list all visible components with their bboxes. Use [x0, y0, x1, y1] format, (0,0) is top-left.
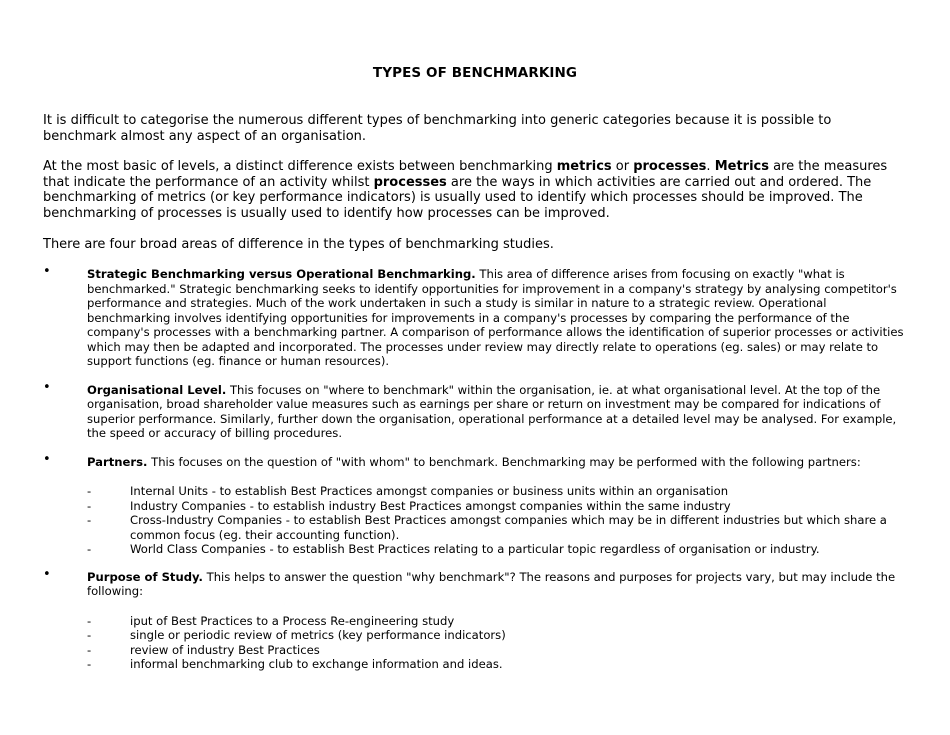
bullet-icon: • — [43, 379, 51, 395]
bullet-icon: • — [43, 566, 51, 582]
list-item — [87, 614, 907, 629]
bullet-text — [87, 267, 907, 369]
list-item — [87, 499, 907, 514]
list-item — [87, 643, 907, 658]
four-areas-paragraph: There are four broad areas of difference in the types of benchmarking studies. — [43, 237, 554, 252]
metrics-bold-2: processes — [633, 159, 707, 174]
list-item-text: Industry Companies - to establish industry Best Practices amongst companies within the same industry — [130, 498, 731, 513]
bullet-item-organisational — [0, 379, 950, 441]
list-item — [87, 484, 907, 499]
list-item-text: Cross-Industry Companies - to establish Best Practices amongst companies which may be in different industries but which share a common focus (eg. their accounting function). — [130, 513, 887, 542]
dash-icon: - — [87, 513, 92, 527]
purpose-sublist — [87, 614, 907, 672]
dash-icon: - — [87, 498, 92, 513]
bullet-text — [87, 570, 907, 672]
metrics-text-2: or — [611, 159, 634, 174]
bullet-heading: Organisational Level. — [87, 382, 227, 397]
list-item — [87, 628, 907, 643]
list-item-text: review of industry Best Practices — [130, 642, 320, 657]
dash-icon: - — [87, 657, 92, 671]
page-title: TYPES OF BENCHMARKING — [372, 65, 578, 81]
dash-icon: - — [87, 484, 92, 498]
dash-icon: - — [87, 613, 92, 628]
bullet-body: This helps to answer the question "why benchmark"? The reasons and purposes for projects vary, but may include the following: — [87, 569, 896, 598]
bullet-icon: • — [43, 451, 51, 467]
dash-icon: - — [87, 542, 92, 556]
metrics-bold-1: metrics — [556, 159, 612, 174]
metrics-bold-4: processes — [373, 174, 447, 190]
metrics-text-5: are the ways in which activities are carried out and ordered. The benchmarking of metrics (or key performance indicators) is usually used to identify which processes should be improved. The benchmarking of processes is usually used to identify how processes can be improved. — [43, 174, 872, 221]
bullet-body: This area of difference arises from focusing on exactly "what is benchmarked." Strategic benchmarking seeks to identify opportunities for improvement in a company's strategy by analysing competitor's performance and strategies. Much of the work undertaken in such a study is similar in nature to a strategic review. Operational benchmarking involves identifying opportunities for improvements in a company's processes by comparing the performance of the company's processes with a benchmarking partner. A comparison of performance allows the identification of superior processes or activities which may then be adapted and incorporated. The processes under review may directly relate to operations (eg. sales) or may relate to support functions (eg. finance or human resources). — [87, 267, 904, 368]
bullet-heading: Partners. — [87, 454, 148, 469]
list-item-text: Internal Units - to establish Best Practices amongst companies or business units within an organisation — [130, 484, 729, 498]
list-item-text: single or periodic review of metrics (key performance indicators) — [130, 628, 506, 642]
metrics-bold-3: Metrics — [714, 159, 769, 174]
bullet-icon: • — [43, 264, 51, 279]
list-item-text: iput of Best Practices to a Process Re-engineering study — [130, 613, 455, 628]
bullet-item-purpose — [0, 566, 950, 672]
bullet-body: This focuses on the question of "with whom" to benchmark. Benchmarking may be performed with the following partners: — [147, 454, 861, 469]
dash-icon: - — [87, 642, 92, 657]
list-item — [87, 513, 907, 542]
list-item-text: informal benchmarking club to exchange information and ideas. — [130, 657, 503, 671]
metrics-text-3: . — [706, 159, 715, 174]
bullet-body: This focuses on "where to benchmark" within the organisation, ie. at what organisational level. At the top of the organisation, broad shareholder value measures such as earnings per share or return on investment may be compared for indications of superior performance. Similarly, further down the organisation, operational performance at a detailed level may be analysed. For example, the speed or accuracy of billing procedures. — [87, 382, 897, 440]
bullet-item-partners — [0, 451, 950, 557]
metrics-text-4: are the measures that indicate the performance of an activity whilst — [43, 159, 888, 190]
bullet-heading: Strategic Benchmarking versus Operational Benchmarking. — [87, 267, 476, 281]
intro-paragraph: It is difficult to categorise the numerous different types of benchmarking into generic categories because it is possible to benchmark almost any aspect of an organisation. — [43, 113, 832, 144]
bullet-item-strategic — [0, 264, 950, 369]
partners-sublist — [87, 484, 907, 557]
bullet-heading: Purpose of Study. — [87, 569, 203, 584]
bullet-text — [87, 383, 907, 441]
list-item — [87, 542, 907, 557]
dash-icon: - — [87, 628, 92, 642]
metrics-text-1: At the most basic of levels, a distinct difference exists between benchmarking — [43, 159, 557, 174]
bullet-list — [0, 264, 950, 672]
list-item-text: World Class Companies - to establish Best Practices relating to a particular topic regardless of organisation or industry. — [130, 542, 820, 556]
metrics-paragraph — [43, 159, 903, 221]
bullet-text — [87, 455, 907, 557]
list-item — [87, 657, 907, 672]
